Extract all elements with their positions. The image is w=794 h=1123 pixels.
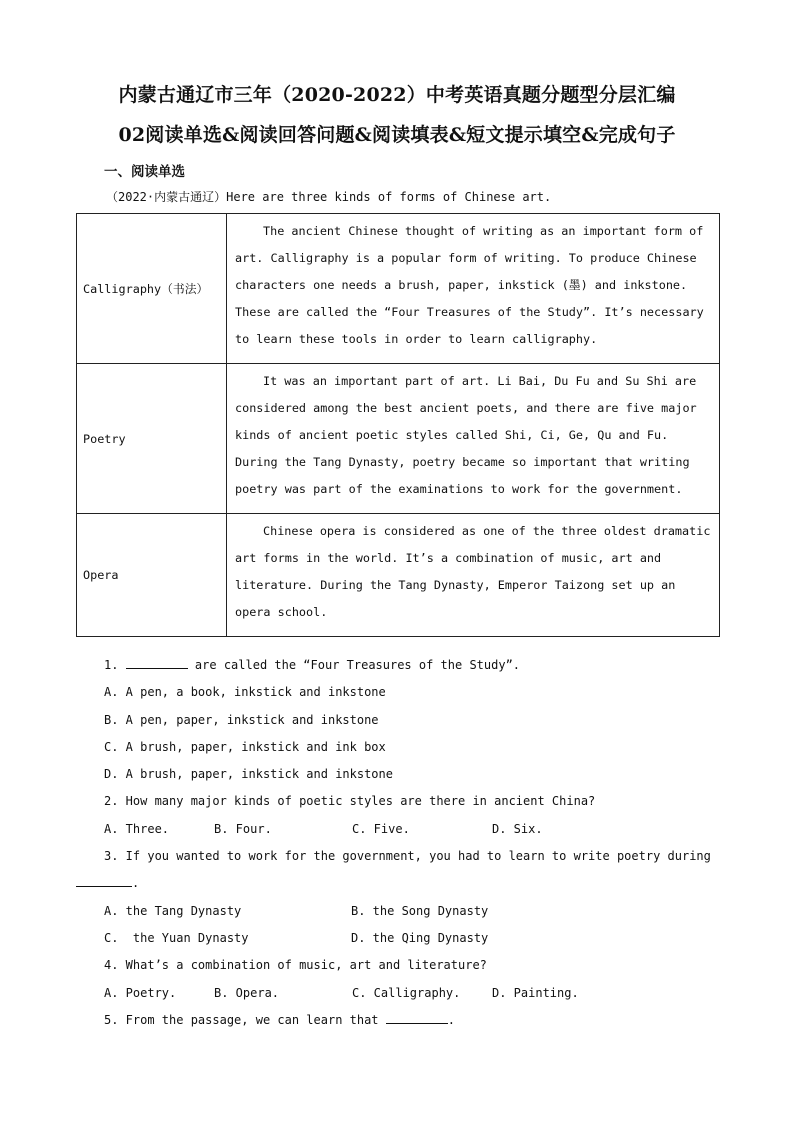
question-stem: 5. From the passage, we can learn that	[104, 1012, 379, 1027]
option-a: A. the Tang Dynasty	[104, 903, 242, 918]
section-heading: 一、阅读单选	[104, 164, 185, 180]
question-3-options-row-2	[76, 925, 720, 952]
table-row	[77, 514, 720, 637]
passage-intro: （2022·内蒙古通辽）Here are three kinds of forms of Chinese art.	[106, 190, 552, 204]
description-text: The ancient Chinese thought of writing as an important form of art. Calligraphy is a popular form of writing. To produce Chinese characters one needs a brush, paper, inkstick (墨) and inkstone. These are called the “Four Treasures of the Study”. It’s necessary to learn these tools in order to learn calligraphy.	[235, 224, 704, 346]
option-a: A. Poetry.	[104, 985, 177, 1000]
option-b: B. Opera.	[214, 985, 280, 1000]
question-5: 5. From the passage, we can learn that .	[76, 1007, 720, 1034]
option-b: B. Four.	[214, 821, 272, 836]
art-form-description	[227, 514, 720, 637]
table-row	[77, 214, 720, 364]
option-c: C. the Yuan Dynasty	[104, 930, 249, 945]
art-form-name: Calligraphy（书法）	[77, 214, 227, 364]
option-a: A. Three.	[104, 821, 170, 836]
option-c: C. Calligraphy.	[352, 985, 461, 1000]
question-2: 2. How many major kinds of poetic styles are there in ancient China?	[104, 794, 596, 809]
art-forms-table	[76, 213, 720, 637]
question-3-blank-line: .	[76, 870, 720, 897]
question-4: 4. What’s a combination of music, art and literature?	[104, 958, 487, 973]
art-form-description	[227, 364, 720, 514]
question-3: 3. If you wanted to work for the government, you had to learn to write poetry during	[104, 849, 711, 864]
art-form-name: Opera	[77, 514, 227, 637]
option-a: A. A pen, a book, inkstick and inkstone	[104, 685, 386, 700]
option-c: C. Five.	[352, 821, 410, 836]
option-d: D. Six.	[492, 821, 543, 836]
answer-blank	[76, 872, 132, 887]
option-d: D. Painting.	[492, 985, 579, 1000]
option-b: B. A pen, paper, inkstick and inkstone	[104, 712, 379, 727]
option-b: B. the Song Dynasty	[351, 903, 489, 918]
questions-section	[76, 652, 720, 1034]
description-text: Chinese opera is considered as one of the three oldest dramatic art forms in the world. It’s a combination of music, art and literature. During the Tang Dynasty, Emperor Taizong set up an opera school.	[235, 524, 711, 619]
question-stem: are called the “Four Treasures of the Study”.	[194, 658, 521, 672]
document-title-line-2: 02阅读单选&阅读回答问题&阅读填表&短文提示填空&完成句子	[118, 124, 676, 146]
question-1	[76, 652, 720, 679]
option-d: D. the Qing Dynasty	[351, 930, 489, 945]
art-form-description	[227, 214, 720, 364]
document-title-line-1: 内蒙古通辽市三年（2020-2022）中考英语真题分题型分层汇编	[118, 84, 676, 106]
question-3-options-row-1	[76, 898, 720, 925]
question-2-options	[76, 816, 720, 843]
question-number: 1.	[104, 658, 119, 672]
option-c: C. A brush, paper, inkstick and ink box	[104, 739, 386, 754]
question-4-options	[76, 980, 720, 1007]
art-form-name: Poetry	[77, 364, 227, 514]
description-text: It was an important part of art. Li Bai, Du Fu and Su Shi are considered among the best ancient poets, and there are five major kinds of ancient poetic styles called Shi, Ci, Ge, Qu and Fu. During the Tang Dynasty, poetry became so important that writing poetry was part of the examinations to work for the government.	[235, 374, 697, 496]
option-d: D. A brush, paper, inkstick and inkstone	[104, 767, 393, 782]
answer-blank	[386, 1009, 448, 1024]
table-row	[77, 364, 720, 514]
answer-blank	[126, 654, 188, 669]
